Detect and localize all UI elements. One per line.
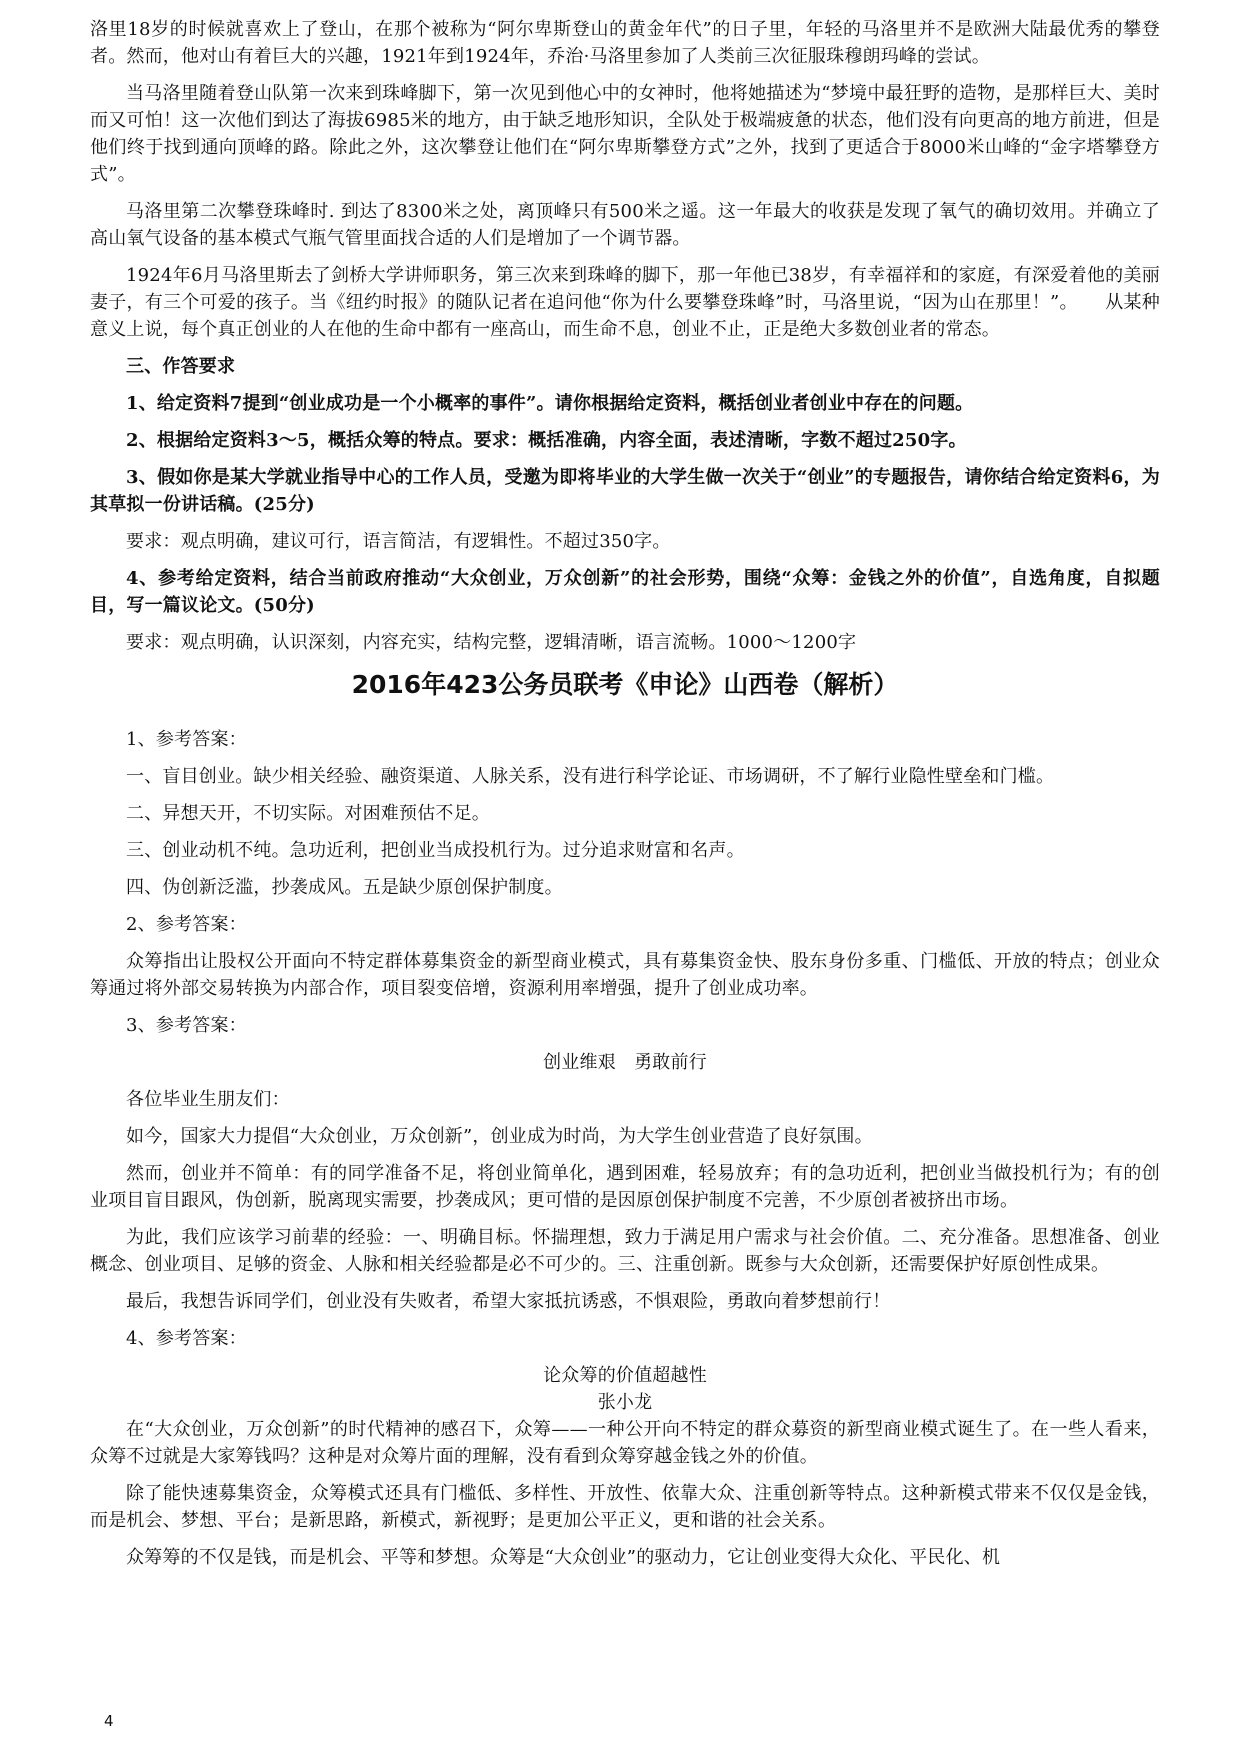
answer-2-label: 2、参考答案： xyxy=(126,914,247,935)
requirements-heading: 三、作答要求 xyxy=(126,356,236,377)
speech-paragraph-1: 如今，国家大力提倡“大众创业，万众创新”，创业成为时尚，为大学生创业营造了良好氛围。 xyxy=(126,1126,873,1147)
answer-4-label: 4、参考答案： xyxy=(126,1328,247,1349)
essay-author: 张小龙 xyxy=(597,1392,653,1413)
speech-paragraph-2: 然而，创业并不简单：有的同学准备不足，将创业简单化，遇到困难，轻易放弃；有的急功近利，把创业当做投机行为；有的创业项目盲目跟风，伪创新，脱离现实需要，抄袭成风；更可惜的是因原创保护制度不完善，不少原创者被挤出市场。 xyxy=(90,1163,1160,1211)
document-page xyxy=(90,16,1160,1571)
intro-paragraph-4: 1924年6月马洛里斯去了剑桥大学讲师职务，第三次来到珠峰的脚下，那一年他已38岁，有幸福祥和的家庭，有深爱着他的美丽妻子，有三个可爱的孩子。当《纽约时报》的随队记者在追问他“你为什么要攀登珠峰”时，马洛里说，“因为山在那里！”。 从某种意义上说，每个真正创业的人在他的生命中都有一座高山，而生命不息，创业不止，正是绝大多数创业者的常态。 xyxy=(90,265,1160,340)
answer-1-item-2: 二、异想天开，不切实际。对困难预估不足。 xyxy=(126,803,490,824)
question-4-requirement: 要求：观点明确，认识深刻，内容充实，结构完整，逻辑清晰，语言流畅。1000～1200字 xyxy=(126,632,857,653)
answer-3-label: 3、参考答案： xyxy=(126,1015,247,1036)
answer-1-item-1: 一、盲目创业。缺少相关经验、融资渠道、人脉关系，没有进行科学论证、市场调研，不了解行业隐性壁垒和门槛。 xyxy=(126,766,1055,787)
answer-2-text: 众筹指出让股权公开面向不特定群体募集资金的新型商业模式，具有募集资金快、股东身份多重、门槛低、开放的特点；创业众筹通过将外部交易转换为内部合作，项目裂变倍增，资源利用率增强，提升了创业成功率。 xyxy=(90,951,1160,999)
essay-paragraph-2: 除了能快速募集资金，众筹模式还具有门槛低、多样性、开放性、依靠大众、注重创新等特点。这种新模式带来不仅仅是金钱，而是机会、梦想、平台；是新思路，新模式，新视野；是更加公平正义，更和谐的社会关系。 xyxy=(90,1483,1160,1531)
intro-paragraph-3: 马洛里第二次攀登珠峰时. 到达了8300米之处，离顶峰只有500米之遥。这一年最大的收获是发现了氧气的确切效用。并确立了高山氧气设备的基本模式气瓶气管里面找合适的人们是增加了一个调节器。 xyxy=(90,201,1160,249)
answer-1-label: 1、参考答案： xyxy=(126,729,247,750)
speech-greeting: 各位毕业生朋友们： xyxy=(126,1089,290,1110)
question-3: 3、假如你是某大学就业指导中心的工作人员，受邀为即将毕业的大学生做一次关于“创业”的专题报告，请你结合给定资料6，为其草拟一份讲话稿。(25分) xyxy=(90,467,1160,515)
section-title: 2016年423公务员联考《申论》山西卷（解析） xyxy=(351,670,899,699)
essay-paragraph-1: 在“大众创业，万众创新”的时代精神的感召下，众筹——一种公开向不特定的群众募资的新型商业模式诞生了。在一些人看来，众筹不过就是大家筹钱吗？这种是对众筹片面的理解，没有看到众筹穿越金钱之外的价值。 xyxy=(90,1419,1160,1467)
answer-1-item-4: 四、伪创新泛滥，抄袭成风。五是缺少原创保护制度。 xyxy=(126,877,563,898)
speech-paragraph-3: 为此，我们应该学习前辈的经验：一、明确目标。怀揣理想，致力于满足用户需求与社会价值。二、充分准备。思想准备、创业概念、创业项目、足够的资金、人脉和相关经验都是必不可少的。三、注重创新。既参与大众创新，还需要保护好原创性成果。 xyxy=(90,1227,1160,1275)
question-4: 4、参考给定资料，结合当前政府推动“大众创业，万众创新”的社会形势，围绕“众筹：金钱之外的价值”，自选角度，自拟题目，写一篇议论文。(50分) xyxy=(90,568,1160,616)
question-1: 1、给定资料7提到“创业成功是一个小概率的事件”。请你根据给定资料，概括创业者创业中存在的问题。 xyxy=(126,393,974,414)
question-3-requirement: 要求：观点明确，建议可行，语言简洁，有逻辑性。不超过350字。 xyxy=(126,531,671,552)
intro-paragraph-1: 洛里18岁的时候就喜欢上了登山，在那个被称为“阿尔卑斯登山的黄金年代”的日子里，年轻的马洛里并不是欧洲大陆最优秀的攀登者。然而，他对山有着巨大的兴趣，1921年到1924年，乔治·马洛里参加了人类前三次征服珠穆朗玛峰的尝试。 xyxy=(90,19,1160,67)
answer-1-item-3: 三、创业动机不纯。急功近利，把创业当成投机行为。过分追求财富和名声。 xyxy=(126,840,745,861)
essay-paragraph-3: 众筹筹的不仅是钱，而是机会、平等和梦想。众筹是“大众创业”的驱动力，它让创业变得大众化、平民化、机 xyxy=(126,1547,1001,1568)
question-2: 2、根据给定资料3～5，概括众筹的特点。要求：概括准确，内容全面，表述清晰，字数不超过250字。 xyxy=(126,430,967,451)
essay-title: 论众筹的价值超越性 xyxy=(543,1365,707,1386)
speech-paragraph-4: 最后，我想告诉同学们，创业没有失败者，希望大家抵抗诱惑，不惧艰险，勇敢向着梦想前行！ xyxy=(126,1291,891,1312)
page-number: 4 xyxy=(104,1712,114,1730)
speech-title: 创业维艰 勇敢前行 xyxy=(543,1052,707,1073)
intro-paragraph-2: 当马洛里随着登山队第一次来到珠峰脚下，第一次见到他心中的女神时，他将她描述为“梦境中最狂野的造物，是那样巨大、美时而又可怕！这一次他们到达了海拔6985米的地方，由于缺乏地形知识，全队处于极端疲惫的状态，他们没有向更高的地方前进，但是他们终于找到通向顶峰的路。除此之外，这次攀登让他们在“阿尔卑斯攀登方式”之外，找到了更适合于8000米山峰的“金字塔攀登方式”。 xyxy=(90,83,1160,185)
